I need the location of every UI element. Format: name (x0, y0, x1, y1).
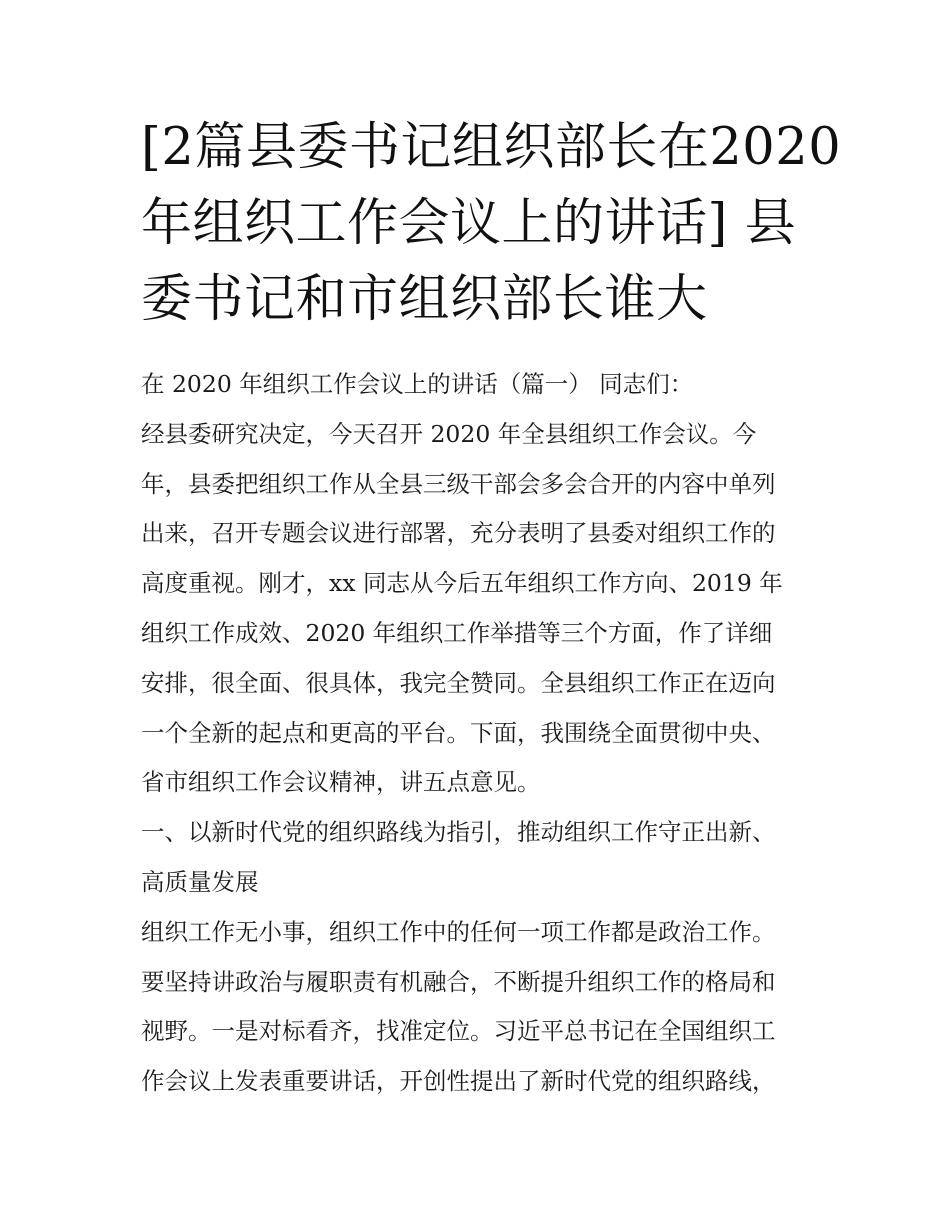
document-title (141, 110, 842, 338)
body-line: 经县委研究决定，今天召开 2020 年全县组织工作会议。今 (141, 419, 757, 448)
section-heading-line: 高质量发展 (141, 867, 259, 896)
title-line: 年组织工作会议上的讲话] 县 (141, 194, 797, 253)
body-line: 在 2020 年组织工作会议上的讲话（篇一） 同志们： (141, 370, 694, 398)
title-line: [2篇县委书记组织部长在2020 (141, 118, 842, 177)
body-line: 安排，很全面、很具体，我完全赞同。全县组织工作正在迈向 (141, 668, 776, 697)
body-line: 视野。一是对标看齐，找准定位。习近平总书记在全国组织工 (141, 1017, 776, 1046)
body-line: 组织工作成效、2020 年组织工作举措等三个方面，作了详细 (141, 618, 773, 647)
body-line: 作会议上发表重要讲话，开创性提出了新时代党的组织路线， (141, 1067, 776, 1096)
body-line: 省市组织工作会议精神，讲五点意见。 (141, 768, 541, 797)
section-heading-line: 一、以新时代党的组织路线为指引，推动组织工作守正出新、 (141, 818, 776, 847)
body-line: 年，县委把组织工作从全县三级干部会多会合开的内容中单列 (141, 469, 776, 498)
body-line: 出来，召开专题会议进行部署，充分表明了县委对组织工作的 (141, 519, 776, 548)
body-line: 一个全新的起点和更高的平台。下面，我围绕全面贯彻中央、 (141, 718, 776, 747)
body-line: 组织工作无小事，组织工作中的任何一项工作都是政治工作。 (141, 917, 776, 946)
document-body (141, 360, 831, 1107)
body-line: 高度重视。刚才，xx 同志从今后五年组织工作方向、2019 年 (141, 569, 783, 598)
body-line: 要坚持讲政治与履职责有机融合，不断提升组织工作的格局和 (141, 967, 776, 996)
title-line: 委书记和市组织部长谁大 (141, 270, 708, 329)
